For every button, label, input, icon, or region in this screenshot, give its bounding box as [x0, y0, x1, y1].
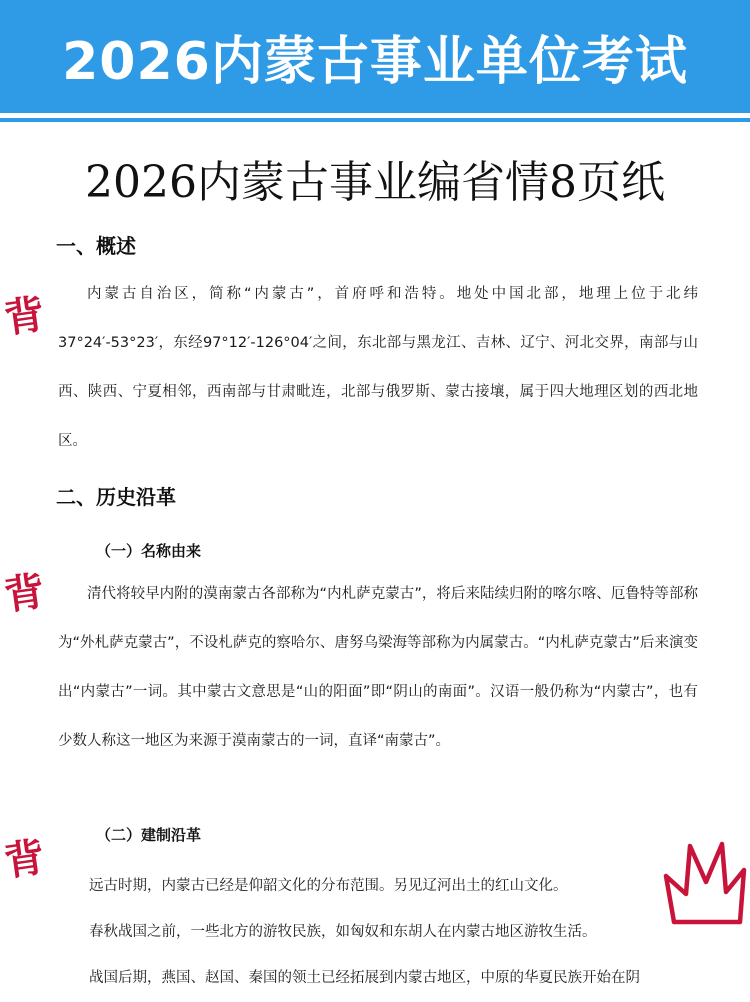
- subsection-heading-administration: （二）建制沿革: [96, 826, 202, 844]
- crown-icon: [660, 838, 748, 930]
- section-heading-overview: 一、概述: [56, 234, 136, 258]
- banner-divider: [0, 118, 750, 122]
- subsection-heading-name-origin: （一）名称由来: [96, 542, 202, 560]
- overview-paragraph: 内蒙古自治区，简称“内蒙古”，首府呼和浩特。地处中国北部，地理上位于北纬37°24′-53°23′，东经97°12′-126°04′之间，东北部与黑龙江、吉林、辽宁、河北交界，南部与山西、陕西、宁夏相邻，西南部与甘肃毗连，北部与俄罗斯、蒙古接壤，属于四大地理区划的西北地区。: [58, 286, 698, 449]
- administration-line: 战国后期，燕国、赵国、秦国的领土已经拓展到内蒙古地区，中原的华夏民族开始在阴: [89, 970, 640, 986]
- header-banner: [0, 0, 750, 113]
- administration-line: 远古时期，内蒙古已经是仰韶文化的分布范围。另见辽河出土的红山文化。: [89, 878, 568, 894]
- document-title: 2026内蒙古事业编省情8页纸: [85, 157, 665, 208]
- name-origin-paragraph: 清代将较早内附的漠南蒙古各部称为“内札萨克蒙古”，将后来陆续归附的喀尔喀、厄鲁特等部称为“外札萨克蒙古”，不设札萨克的察哈尔、唐努乌梁海等部称为内属蒙古。“内札萨克蒙古”后来演变出“内蒙古”一词。其中蒙古文意思是“山的阳面”即“阴山的南面”。汉语一般仍称为“内蒙古”，也有少数人称这一地区为来源于漠南蒙古的一词，直译“南蒙古”。: [58, 586, 698, 749]
- recite-stamp-1: 背: [1, 290, 48, 343]
- administration-line: 春秋战国之前，一些北方的游牧民族，如匈奴和东胡人在内蒙古地区游牧生活。: [89, 924, 597, 940]
- recite-stamp-2: 背: [1, 567, 48, 620]
- banner-title: 2026内蒙古事业单位考试: [62, 32, 688, 92]
- recite-stamp-3: 背: [1, 833, 48, 886]
- section-heading-history: 二、历史沿革: [56, 485, 176, 509]
